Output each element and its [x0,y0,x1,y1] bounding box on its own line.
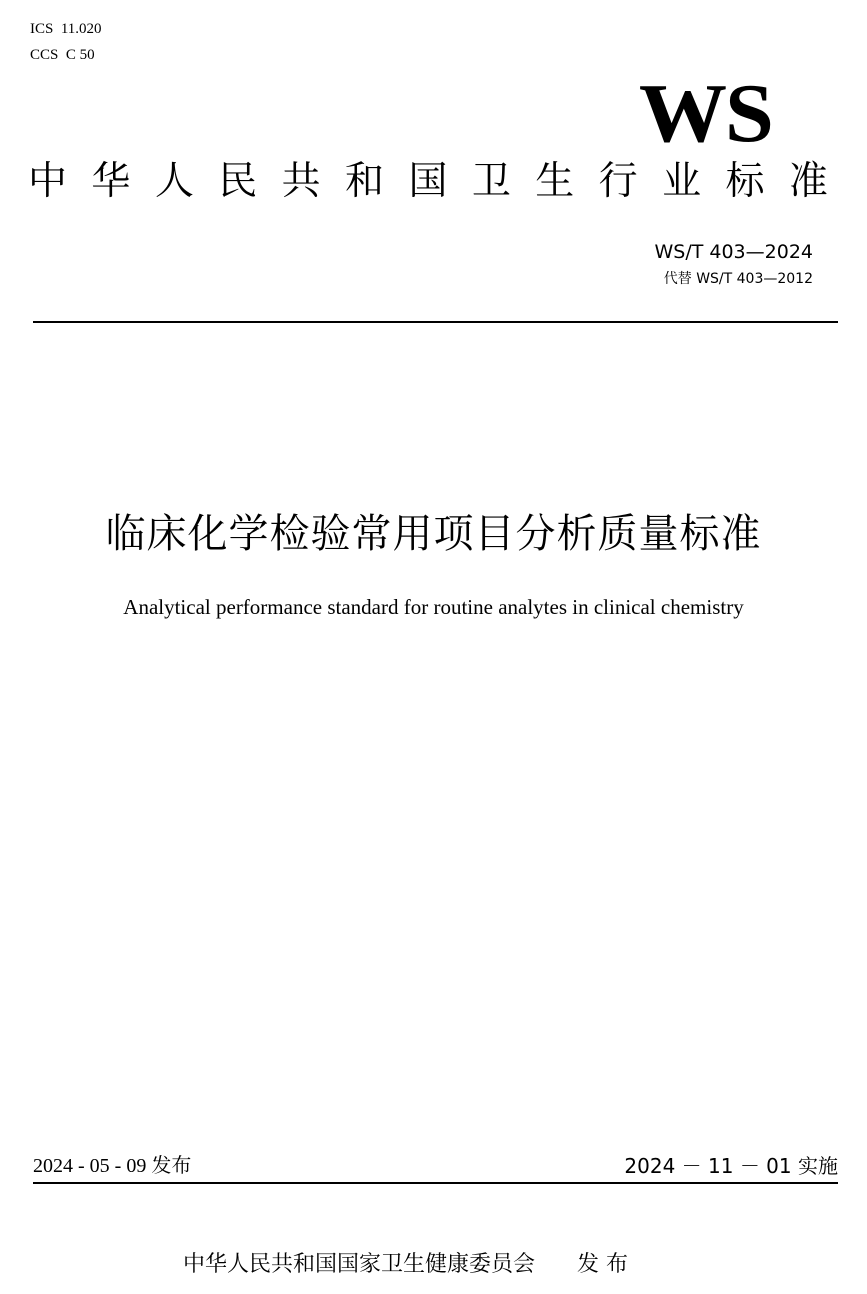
label-char: 卫 [471,159,511,204]
label-char: 生 [535,159,575,204]
label-char: 业 [662,159,702,204]
label-char: 国 [408,159,448,204]
standard-code-block [654,238,813,292]
top-divider [33,321,838,323]
ws-logo: WS [639,67,773,160]
issuer-action: 发 布 [576,1252,628,1277]
ics-code: ICS 11.020 [30,21,102,37]
label-char: 共 [281,159,321,204]
ccs-code: CCS C 50 [30,47,95,63]
label-char: 华 [91,159,131,204]
issuer-name: 中华人民共和国国家卫生健康委员会 [183,1252,536,1277]
label-char: 行 [598,159,638,204]
document-title-english: Analytical performance standard for routine analytes in clinical chemistry [123,595,744,619]
replaced-standard: 代替 WS/T 403—2012 [663,271,813,287]
label-char: 中 [28,159,68,204]
document-title-chinese: 临床化学检验常用项目分析质量标准 [105,511,762,557]
release-date: 2024 - 05 - 09 发布 [33,1155,192,1177]
label-char: 和 [345,159,385,204]
national-standard-label [28,158,828,206]
issuer-line [183,1249,628,1281]
bottom-divider [33,1182,838,1184]
classification-block [30,16,102,68]
label-char: 人 [154,159,194,204]
label-char: 准 [788,159,828,204]
standard-number: WS/T 403—2024 [654,241,813,263]
label-char: 标 [725,159,765,204]
implementation-date: 2024 － 11 － 01 实施 [624,1154,838,1178]
label-char: 民 [218,159,258,204]
